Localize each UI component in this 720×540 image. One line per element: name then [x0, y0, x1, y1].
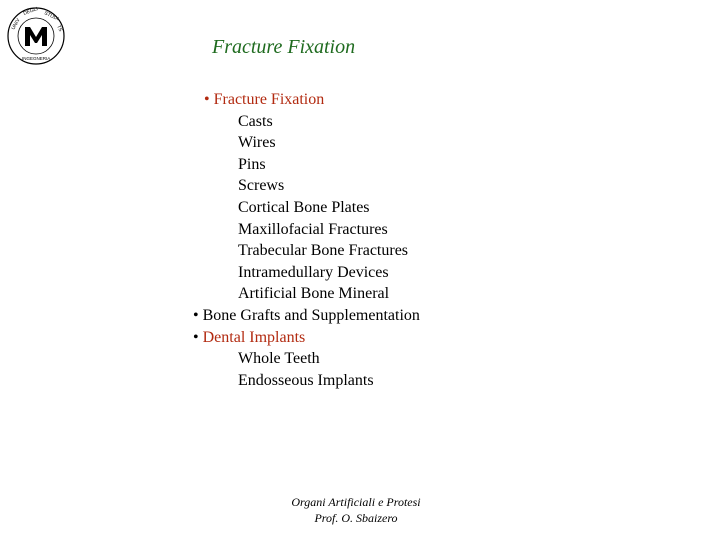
outline-subitem: Maxillofacial Fractures: [238, 221, 388, 238]
bullet: •: [193, 329, 199, 346]
svg-text:TS: TS: [55, 24, 64, 33]
outline-subitem: Intramedullary Devices: [238, 264, 389, 281]
bullet: •: [193, 307, 199, 324]
svg-text:UNIV: UNIV: [10, 17, 22, 31]
outline-subitem: Endosseous Implants: [238, 372, 374, 389]
footer-author: Prof. O. Sbaizero: [314, 511, 398, 525]
svg-text:DEGLI: DEGLI: [22, 6, 39, 17]
footer-course: Organi Artificiali e Protesi: [291, 495, 421, 509]
outline-item-label: Dental Implants: [202, 329, 306, 346]
outline-item-label: Fracture Fixation: [213, 91, 325, 108]
outline-subitem: Whole Teeth: [238, 350, 320, 367]
slide-footer: [0, 494, 720, 526]
outline-subitem: Wires: [238, 134, 276, 151]
svg-text:INGEGNERIA: INGEGNERIA: [22, 56, 51, 61]
outline-item-level1: [193, 328, 305, 348]
outline-item-level1: [193, 306, 420, 326]
outline-subitem: Casts: [238, 113, 273, 130]
svg-text:STUDI: STUDI: [43, 10, 60, 23]
outline-item-label: Bone Grafts and Supplementation: [202, 307, 420, 324]
outline-subitem: Screws: [238, 177, 285, 194]
outline-item-level1: [204, 90, 324, 110]
outline-subitem: Artificial Bone Mineral: [238, 285, 390, 302]
slide-title: Fracture Fixation: [212, 36, 356, 58]
outline-subitem: Trabecular Bone Fractures: [238, 242, 409, 259]
outline-subitem: Pins: [238, 156, 266, 173]
outline-subitem: Cortical Bone Plates: [238, 199, 370, 216]
bullet: •: [204, 91, 210, 108]
